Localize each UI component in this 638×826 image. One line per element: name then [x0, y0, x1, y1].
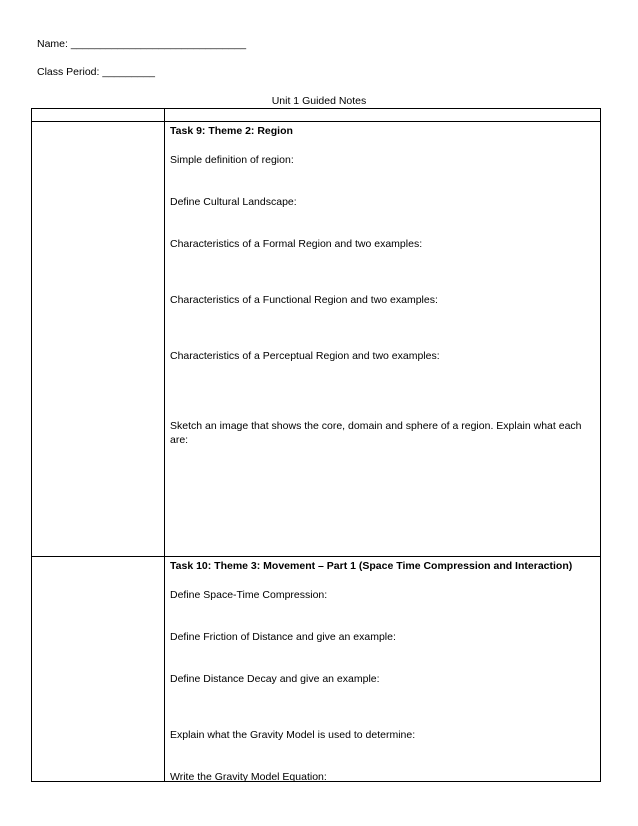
prompt-cultural-landscape: Define Cultural Landscape: [170, 196, 297, 208]
header-cell-left [32, 109, 165, 122]
header-cell-right [165, 109, 601, 122]
prompt-gravity-equation: Write the Gravity Model Equation: [170, 771, 327, 783]
task-9-notes-cell [32, 122, 165, 557]
task-9-title: Task 9: Theme 2: Region [170, 125, 293, 137]
prompt-distance-decay: Define Distance Decay and give an example: [170, 673, 380, 685]
task-10-content-cell [165, 557, 601, 782]
document-title: Unit 1 Guided Notes [271, 95, 367, 107]
prompt-formal-region: Characteristics of a Formal Region and two examples: [170, 238, 423, 250]
prompt-gravity-model: Explain what the Gravity Model is used to determine: [170, 729, 416, 741]
task-10-notes-cell [32, 557, 165, 782]
prompt-functional-region: Characteristics of a Functional Region and two examples: [170, 294, 438, 306]
name-field-label: Name: ______________________________ [37, 38, 247, 50]
task-9-content-cell [165, 122, 601, 557]
task-10-title: Task 10: Theme 3: Movement – Part 1 (Space Time Compression and Interaction) [170, 560, 573, 572]
prompt-space-time-compression: Define Space-Time Compression: [170, 589, 328, 601]
prompt-perceptual-region: Characteristics of a Perceptual Region and two examples: [170, 350, 440, 362]
table-header-row [32, 109, 601, 122]
class-period-field-label: Class Period: _________ [37, 66, 155, 78]
task-9-row [32, 122, 601, 557]
prompt-sketch-region: Sketch an image that shows the core, domain and sphere of a region. Explain what each are: [170, 420, 582, 446]
prompt-friction-of-distance: Define Friction of Distance and give an example: [170, 631, 396, 643]
task-10-row [32, 557, 601, 782]
prompt-region-definition: Simple definition of region: [170, 154, 294, 166]
guided-notes-table [31, 108, 601, 782]
